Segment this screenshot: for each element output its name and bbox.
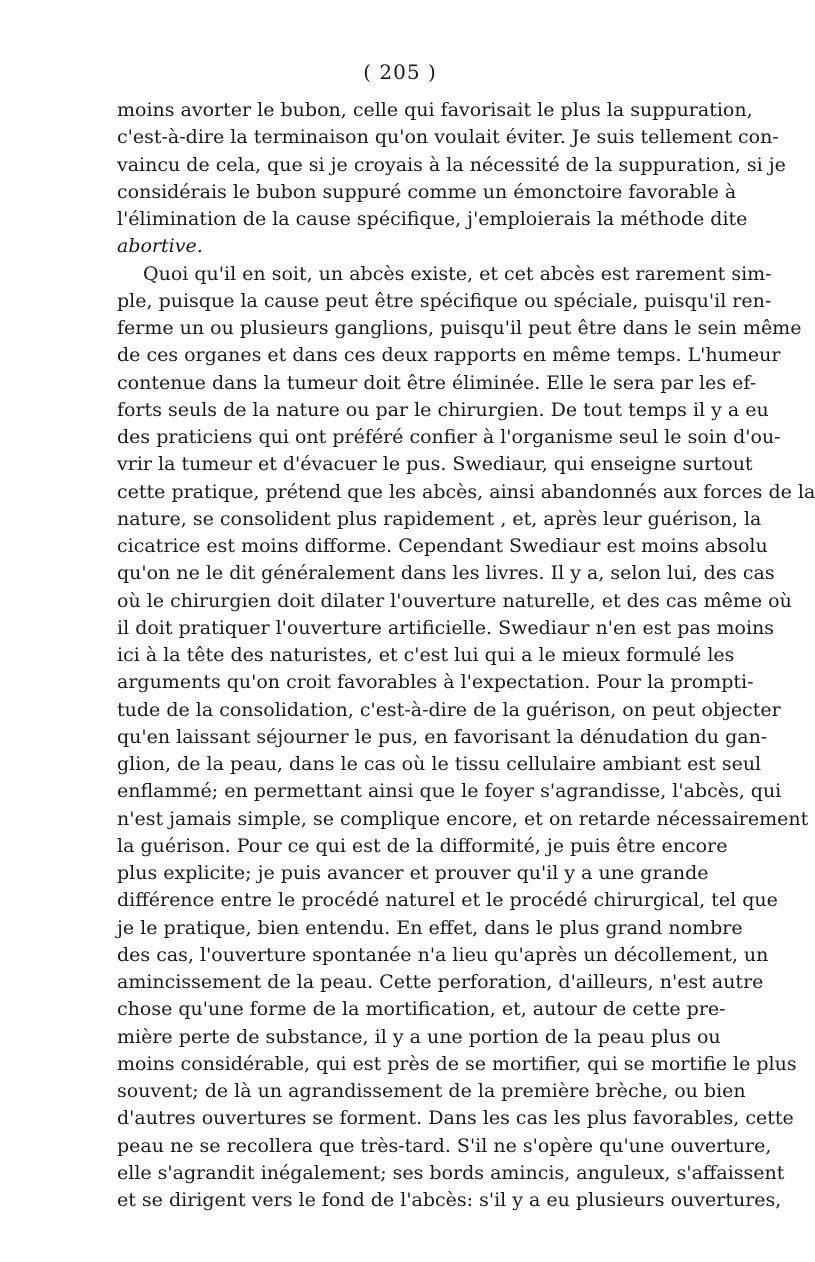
text-line: ici à la tête des naturistes, et c'est lui qui a le mieux formulé les	[117, 644, 735, 666]
text-line: il doit pratiquer l'ouverture artificielle. Swediaur n'en est pas moins	[117, 616, 775, 639]
text-line: ferme un ou plusieurs ganglions, puisqu'il peut être dans le sein même	[117, 317, 802, 339]
text-line: et se dirigent vers le fond de l'abcès: s'il y a eu plusieurs ouvertures,	[117, 1189, 782, 1211]
text-line: où le chirurgien doit dilater l'ouverture naturelle, et des cas même où	[117, 589, 792, 612]
text-line: forts seuls de la nature ou par le chirurgien. De tout temps il y a eu	[117, 398, 769, 421]
text-line: considérais le bubon suppuré comme un émonctoire favorable à	[117, 180, 737, 203]
paragraph-start-line: Quoi qu'il en soit, un abcès existe, et cet abcès est rarement sim-	[143, 262, 772, 285]
text-line: d'autres ouvertures se forment. Dans les cas les plus favorables, cette	[117, 1107, 794, 1130]
text-line: cette pratique, prétend que les abcès, ainsi abandonnés aux forces de la	[117, 480, 815, 503]
text-line: c'est-à-dire la terminaison qu'on voulait éviter. Je suis tellement con-	[117, 126, 779, 149]
text-line-italic: abortive.	[117, 235, 203, 258]
text-line: contenue dans la tumeur doit être éliminée. Elle le sera par les ef-	[117, 371, 757, 394]
text-line: je le pratique, bien entendu. En effet, dans le plus grand nombre	[117, 916, 743, 939]
text-line: des praticiens qui ont préféré confier à l'organisme seul le soin d'ou-	[117, 426, 781, 448]
text-line: arguments qu'on croit favorables à l'expectation. Pour la prompti-	[117, 671, 754, 694]
text-line: ple, puisque la cause peut être spécifique ou spéciale, puisqu'il ren-	[117, 289, 772, 312]
text-line: nature, se consolident plus rapidement , et, après leur guérison, la	[117, 507, 762, 530]
text-line: peau ne se recollera que très-tard. S'il ne s'opère qu'une ouverture,	[117, 1134, 772, 1157]
text-line: cicatrice est moins difforme. Cependant Swediaur est moins absolu	[117, 535, 768, 557]
text-line: amincissement de la peau. Cette perforation, d'ailleurs, n'est autre	[117, 971, 764, 993]
text-line: qu'on ne le dit généralement dans les livres. Il y a, selon lui, des cas	[117, 562, 775, 585]
text-line: l'élimination de la cause spécifique, j'emploierais la méthode dite	[117, 208, 748, 230]
text-line: glion, de la peau, dans le cas où le tissu cellulaire ambiant est seul	[117, 753, 762, 775]
text-line: moins considérable, qui est près de se mortifier, qui se mortifie le plus	[117, 1052, 797, 1075]
text-line: enflammé; en permettant ainsi que le foyer s'agrandisse, l'abcès, qui	[117, 780, 782, 803]
body-text	[117, 97, 815, 1214]
text-line: la guérison. Pour ce qui est de la difformité, je puis être encore	[117, 834, 728, 857]
text-line: moins avorter le bubon, celle qui favorisait le plus la suppuration,	[117, 99, 753, 121]
text-line: vrir la tumeur et d'évacuer le pus. Swediaur, qui enseigne surtout	[117, 453, 753, 476]
text-line: chose qu'une forme de la mortification, et, autour de cette pre-	[117, 998, 726, 1021]
text-line: tude de la consolidation, c'est-à-dire de la guérison, on peut objecter	[117, 698, 781, 721]
text-line: plus explicite; je puis avancer et prouver qu'il y a une grande	[117, 862, 709, 884]
text-line: des cas, l'ouverture spontanée n'a lieu qu'après un décollement, un	[117, 943, 769, 966]
text-line: n'est jamais simple, se complique encore, et on retarde nécessairement	[117, 807, 809, 830]
text-line: différence entre le procédé naturel et le procédé chirurgical, tel que	[117, 889, 778, 912]
text-line: qu'en laissant séjourner le pus, en favorisant la dénudation du gan-	[117, 725, 768, 748]
text-line: mière perte de substance, il y a une portion de la peau plus ou	[117, 1025, 721, 1048]
text-line: souvent; de là un agrandissement de la première brèche, ou bien	[117, 1080, 746, 1102]
text-line: elle s'agrandit inégalement; ses bords amincis, anguleux, s'affaissent	[117, 1161, 785, 1184]
text-line: de ces organes et dans ces deux rapports en même temps. L'humeur	[117, 344, 781, 367]
text-line: vaincu de cela, que si je croyais à la nécessité de la suppuration, si je	[117, 153, 786, 176]
page-number: ( 205 )	[363, 60, 437, 84]
